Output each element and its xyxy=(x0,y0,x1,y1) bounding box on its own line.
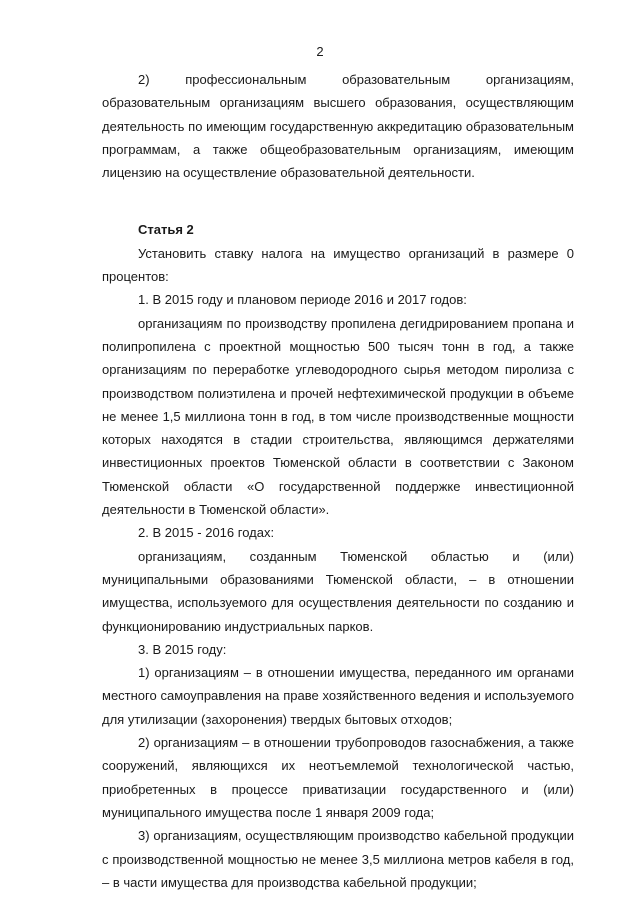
paragraph: 3) организациям, осуществляющим производство кабельной продукции с производственной мощностью не менее 3,5 миллиона метров кабеля в год, – в части имущества для производства кабельной продукции; xyxy=(102,828,574,890)
page-number: 2 xyxy=(316,44,324,59)
paragraph: 3. В 2015 году: xyxy=(138,641,227,657)
paragraph: 2. В 2015 - 2016 годах: xyxy=(138,525,275,541)
article-heading: Статья 2 xyxy=(138,222,194,238)
section-spacer xyxy=(102,184,574,218)
paragraph: организациям, созданным Тюменской областью и (или) муниципальными образованиями Тюменской области, – в отношении имущества, используемого для осуществления деятельности по созданию и функционированию индустриальных парков. xyxy=(102,548,574,634)
paragraph: 1) организациям – в отношении имущества, переданного им органами местного самоуправления на праве хозяйственного ведения и используемого для утилизации (захоронения) твердых бытовых отходов; xyxy=(102,665,574,727)
paragraph: 2) организациям – в отношении трубопроводов газоснабжения, а также сооружений, являющихся их неотъемлемой технологической частью, приобретенных в процессе приватизации государственного и (или) муниципального имущества после 1 января 2009 года; xyxy=(102,735,574,820)
paragraph: Установить ставку налога на имущество организаций в размере 0 процентов: xyxy=(102,245,574,285)
paragraph: 1. В 2015 году и плановом периоде 2016 и 2017 годов: xyxy=(138,292,467,308)
intro-paragraph: 2) профессиональным образовательным организациям, образовательным организациям высшего образования, осуществляющим деятельность по имеющим государственную аккредитацию образовательным программам, а также общеобразовательным организациям, имеющим лицензию на осуществление образовательной деятельности. xyxy=(102,72,574,181)
document-body xyxy=(102,68,574,894)
paragraph: организациям по производству пропилена дегидрированием пропана и полипропилена с проектной мощностью 500 тысяч тонн в год, а также организациям по переработке углеводородного сырья методом пиролиза с производством полиэтилена и прочей нефтехимической продукции в объеме не менее 1,5 миллиона тонн в год, в том числе производственные мощности которых находятся в стадии строительства, являющимся держателями инвестиционных проектов Тюменской области в соответствии с Законом Тюменской области «О государственной поддержке инвестиционной деятельности в Тюменской области». xyxy=(102,315,574,518)
